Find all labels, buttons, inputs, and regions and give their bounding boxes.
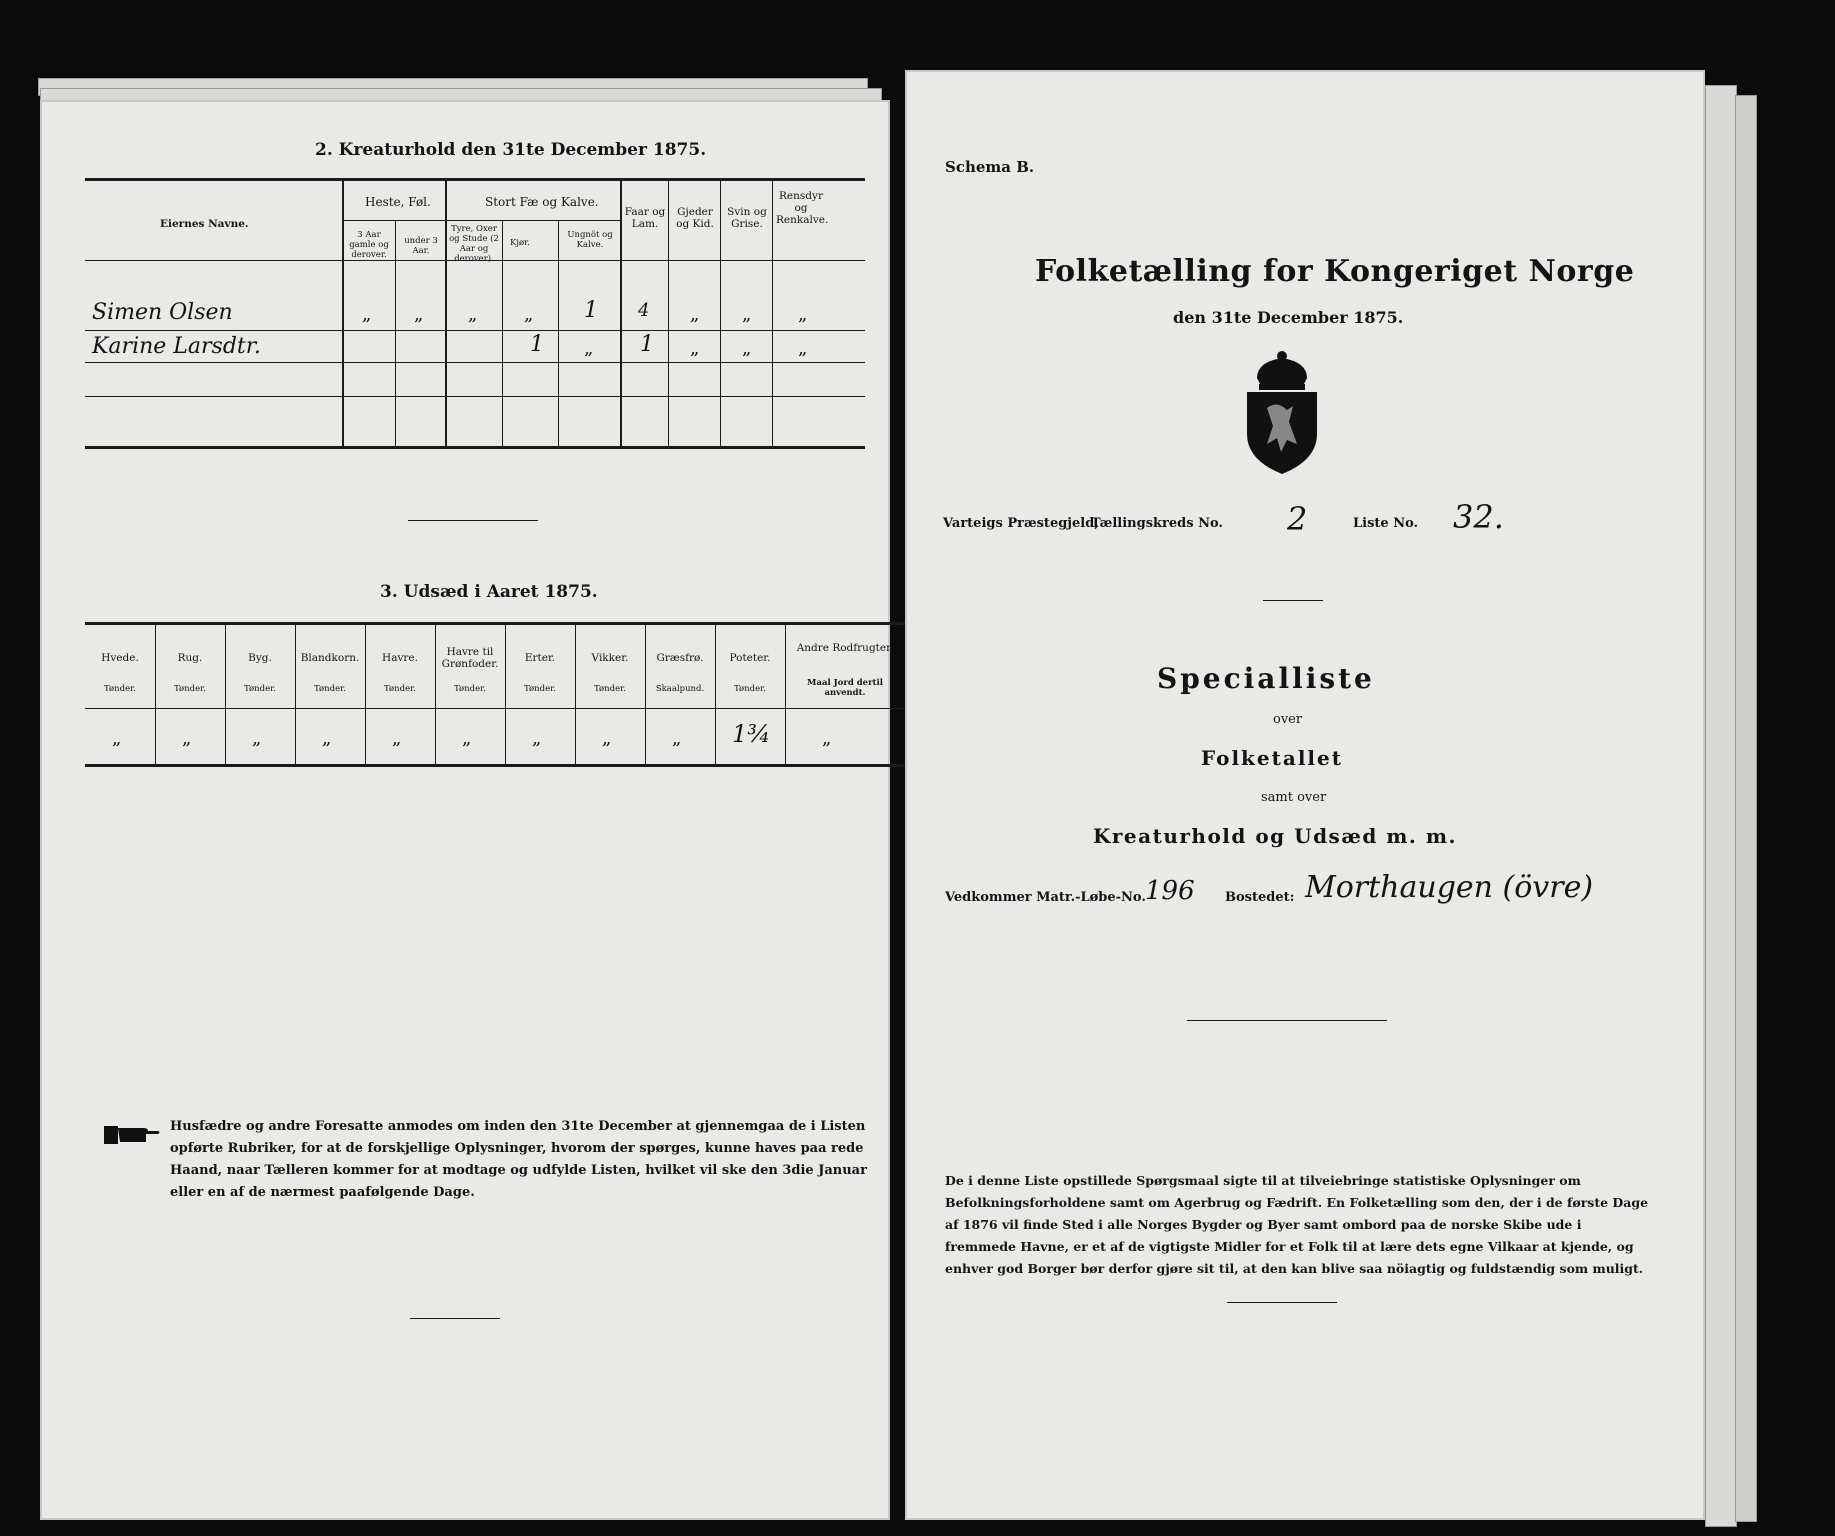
header-svin: Svin og Grise. [727,206,767,230]
end-rule [1227,1302,1337,1303]
crop-value: „ [182,728,192,749]
owner-name: Simen Olsen [92,300,233,325]
crop-header: Havre til Grønfoder. [441,646,499,670]
table3-col-divider [435,622,436,764]
samt-over-label: samt over [1261,790,1327,805]
row2-kjor: 1 [530,332,544,357]
list-value: 32. [1453,498,1504,536]
row1-svin: „ [742,304,752,325]
divider-rule [1263,600,1323,601]
crop-unit: Tønder. [454,684,486,694]
table2-row-rule [85,330,865,331]
row1-faar: 4 [638,300,650,321]
table2-col-divider [620,178,622,446]
header-kjor: Kjør. [510,238,530,248]
crop-header: Poteter. [729,652,771,664]
table2-row-rule [85,396,865,397]
crop-unit: Tønder. [594,684,626,694]
header-faar: Faar og Lam. [624,206,666,230]
crop-value: „ [822,728,832,749]
header-eiernes-navne: Eiernes Navne. [160,218,249,230]
table3-col-divider [505,622,506,764]
crop-unit: Tønder. [734,684,766,694]
kreaturhold-label: Kreaturhold og Udsæd m. m. [1093,824,1457,848]
right-page-edge-2 [1735,95,1757,1522]
row2-faar: 1 [640,332,654,357]
table2-col-divider [720,178,721,446]
crop-header: Græsfrø. [656,652,704,664]
header-gjeder: Gjeder og Kid. [676,206,714,230]
table3-header-rule [85,708,905,709]
row1-heste-under3: „ [414,304,424,325]
table2-sub-rule [342,220,620,221]
crop-header: Rug. [177,652,203,664]
crop-unit: Skaalpund. [655,684,705,694]
table2-col-divider [395,220,396,446]
crop-header: Blandkorn. [300,652,360,664]
header-tyre-oxer: Tyre, Oxer og Stude (2 Aar og derover). [449,224,499,264]
table3-top-rule [85,622,905,625]
header-heste: Heste, Føl. [365,195,431,209]
crop-header: Havre. [382,652,418,664]
pointing-hand-icon [102,1122,162,1148]
coat-of-arms-icon [1237,348,1327,478]
owner-name: Karine Larsdtr. [92,334,261,359]
section3-title: 3. Udsæd i Aaret 1875. [380,582,598,602]
specialliste-heading: Specialliste [1157,662,1375,695]
table3-col-divider [645,622,646,764]
table2-bottom-rule [85,446,865,449]
table3-col-divider [785,622,786,764]
list-label: Liste No. [1353,516,1419,531]
crop-value: „ [112,728,122,749]
crop-unit: Maal Jord dertil anvendt. [807,678,883,698]
table3-col-divider [365,622,366,764]
crop-value: „ [252,728,262,749]
row1-kjor: „ [524,304,534,325]
crop-value: „ [462,728,472,749]
separator-rule [408,520,538,521]
row2-svin: „ [742,338,752,359]
right-page-edge [1705,85,1737,1527]
row2-gjeder: „ [690,338,700,359]
header-heste-3aar: 3 Aar gamle og derover. [349,230,389,260]
header-stort-fae: Stort Fæ og Kalve. [485,195,599,209]
table2-col-divider [342,178,344,446]
table3-bottom-rule [85,764,905,767]
crop-value: „ [602,728,612,749]
main-title: Folketælling for Kongeriget Norge [1035,254,1635,289]
left-page [40,100,894,1520]
crop-header: Vikker. [591,652,629,664]
crop-value: „ [672,728,682,749]
crop-unit: Tønder. [524,684,556,694]
header-heste-under3: under 3 Aar. [404,236,438,256]
matr-value: 196 [1145,876,1195,906]
header-rensdyr: Rensdyr og Renkalve. [776,190,829,226]
table2-col-divider [445,178,447,446]
table3-col-divider [575,622,576,764]
right-page [905,70,1705,1520]
crop-unit: Tønder. [174,684,206,694]
table2-col-divider [558,220,559,446]
row2-ungnot: „ [584,338,594,359]
table2-row-rule [85,362,865,363]
matr-label: Vedkommer Matr.-Løbe-No. [945,890,1146,905]
table2-col-divider [772,178,773,446]
notice-text: Husfædre og andre Foresatte anmodes om inden den 31te December at gjennemgaa de i Listen opførte Rubriker, for at de forskjellige Oplysninger, hvorom der spørges, kunne haves paa rede Haand, naar Tælleren kommer for at modtage og udfylde Listen, hvilket vil ske den 3die Januar eller en af de nærmest paafølgende Dage. [170,1119,867,1200]
district-value: 2 [1287,500,1308,538]
table2-col-divider [502,220,503,446]
bosted-value: Morthaugen (övre) [1305,870,1594,905]
schema-label: Schema B. [945,158,1035,176]
bosted-label: Bostedet: [1225,890,1295,905]
crop-unit: Tønder. [244,684,276,694]
footer-text: De i denne Liste opstillede Spørgsmaal sigte til at tilveiebringe statistiske Oplysninger om Befolkningsforholdene samt om Agerbrug og Fædrift. En Folketælling som den, der i de første Dage af 1876 vil finde Sted i alle Norges Bygder og Byer samt ombord paa de norske Skibe ude i fremmede Havne, er et af de vigtigste Midler for et Folk til at lære dets egne Vilkaar at kjende, og enhver god Borger bør derfor gjøre sit til, at den kan blive saa nöiagtig og fuldstændig som muligt. [945,1173,1649,1276]
crop-unit: Tønder. [104,684,136,694]
row2-rensdyr: „ [798,338,808,359]
crop-header: Andre Rodfrugter. [796,642,894,654]
crop-header: Byg. [248,652,272,664]
census-date: den 31te December 1875. [1173,308,1404,327]
row1-tyre: „ [468,304,478,325]
divider-rule [1187,1020,1387,1021]
crop-value: „ [392,728,402,749]
table3-col-divider [295,622,296,764]
table2-top-rule [85,178,865,181]
row1-heste-3aar: „ [362,304,372,325]
folketallet-label: Folketallet [1201,746,1343,770]
crop-value: „ [532,728,542,749]
crop-header: Hvede. [101,652,139,664]
over-label: over [1273,712,1303,727]
table3-col-divider [715,622,716,764]
table3-col-divider [155,622,156,764]
row1-ungnot: 1 [584,298,598,323]
end-rule [410,1318,500,1319]
header-ungnot: Ungnöt og Kalve. [567,230,613,250]
parish-label: Varteigs Præstegjeld, [943,516,1099,531]
crop-unit: Tønder. [384,684,416,694]
crop-header: Erter. [524,652,556,664]
crop-unit: Tønder. [314,684,346,694]
table3-col-divider [225,622,226,764]
table2-col-divider [668,178,669,446]
crop-value: 1¾ [732,720,771,748]
crop-value: „ [322,728,332,749]
district-label: Tællingskreds No. [1091,516,1223,531]
row1-rensdyr: „ [798,304,808,325]
section2-title: 2. Kreaturhold den 31te December 1875. [315,140,707,160]
row1-gjeder: „ [690,304,700,325]
